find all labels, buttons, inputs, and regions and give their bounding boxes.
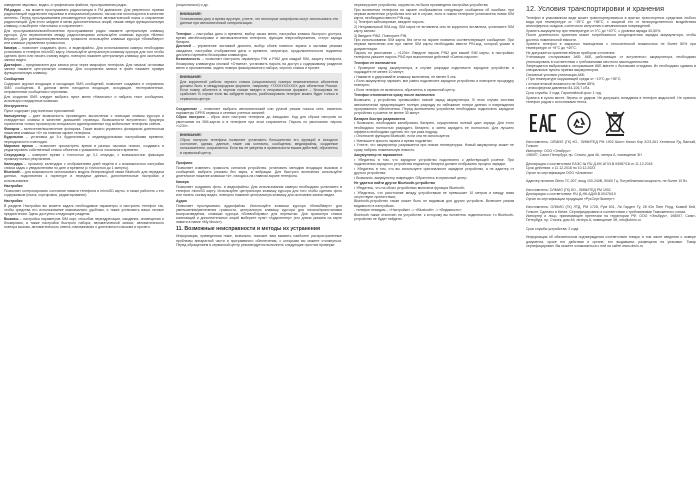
paragraph-text: Аккумулятор не заряжается (354, 153, 403, 158)
paragraph-text: • относительной влажности не более 85%; (526, 81, 596, 86)
paragraph-text: перезагрузите устройство; корректно ли была произведена настройка устройства. (354, 3, 489, 7)
paragraph (4, 29, 164, 46)
paragraph-text: • При температуре окружающей среды от −10°С до +35°С; (526, 77, 622, 82)
paragraph (354, 191, 514, 199)
section-heading (354, 181, 514, 185)
crossed-bin-icon (602, 110, 628, 136)
paragraph (354, 51, 514, 59)
paragraph (4, 3, 164, 7)
paragraph-text: – измеряет время с точностью до 0,1 секунды, с возможностью фиксации промежуточных результатов. (4, 152, 164, 161)
warning-box (176, 10, 342, 27)
paragraph-text: – просмотр календаря с отображением дней недели и с возможностью настройки списка задач с уведомлением по дате и времени (с точностью до 1 минуты). (4, 161, 164, 170)
paragraph-text: Хранить аккумулятор при температуре от 0°С до +40°С, с уровнем заряда 40-50%. (526, 28, 662, 33)
paragraph (4, 144, 164, 152)
paragraph-text: Камера (176, 179, 189, 184)
paragraph-text: 3) Введите PIN2. Повторите PIN. (354, 33, 408, 38)
paragraph (526, 171, 696, 175)
section-heading (176, 199, 342, 203)
paragraph (4, 109, 164, 113)
paragraph-text: Телефон в упакованном виде может транспортироваться в крытых транспортных средствах любого вида при температуре от −25°С до +55°С, с защитой его от непосредственного воздействия атмосферных осадков, солнечного излучения и механических повреждений. (526, 16, 696, 29)
warning-title: ВНИМАНИЕ! (180, 12, 202, 17)
paragraph (176, 107, 342, 115)
paragraph-text: Настройки (4, 184, 23, 189)
paragraph-text: • Отключите функцию Bluetooth, если она не используется; (354, 134, 451, 139)
paragraph (526, 227, 696, 231)
paragraph (176, 185, 342, 197)
paragraph-text: Настройки (4, 198, 23, 203)
paragraph-text: • Если телефон не включился, обратитесь в сервисный центр. (354, 87, 456, 92)
term-label: Сброс настроек (176, 115, 205, 120)
paragraph-text: Запрещается выбрасывать отслужившие АКБ вместе с бытовыми отходами. Их необходимо сдавать в специальные пункты приема аккумуляторов. (526, 64, 696, 73)
term-label: Будильник (4, 135, 24, 140)
paragraph (526, 166, 696, 170)
paragraph-text: • Убедитесь, что на обоих устройствах включена функция Bluetooth; (354, 186, 465, 191)
paragraph (354, 134, 514, 138)
paragraph (526, 235, 696, 247)
paragraph-text: Изготовитель: ОЛМИО (ГК) КО., ЛИМИТЕД РМ 1902 (526, 187, 611, 192)
section-heading (176, 226, 342, 232)
paragraph-text: – дает возможность производить вычисления с помощью клавиш курсора и стандартных клавиш в качестве домашней страницы. Возможности встроенного браузера ограничены только просмотром специально адаптированных под мобильные телефоны сайтов. (4, 113, 164, 127)
warning-box (176, 131, 342, 157)
warning-text: Для корректной работы черного списка (опционально) номера нежелательных абонентов должны быть в международном формате, например +7XXXXXXXXXX для абонентов России. Если номер абонента в черном списке введен в неправильном формате – блокировка не сработает. В случае если вы забудете пароль, разблокировать телефон можно будет только в сервисном центре. (180, 79, 338, 101)
paragraph (526, 214, 696, 222)
term-label: Диктофон (4, 62, 22, 67)
paragraph-text: В разделе Настройки вы можете задать необходимые параметры и настроить телефон так, чтобы средства его использование максимально удобным, а также установить ваши личные предпочтения. Здесь доступны следующие разделы: (4, 203, 164, 217)
paragraph (354, 167, 514, 175)
term-label: Соединение (176, 106, 198, 111)
section-heading (4, 184, 164, 188)
paragraph-text: 11. Возможные неисправности и методы их устранения (176, 226, 320, 233)
paragraph-text: – позволяет выбрать автоматический или ручной режим поиска сети, изменить параметры GPRS сервиса и сетевых учетных записей. (176, 106, 342, 115)
paragraph-text: Для создания SMS следует выбрать пункт меню «Написать» и набрать текст сообщения, используя стандартные клавиши. (4, 94, 164, 103)
paragraph-text: Позволяет создавать фото- и видеофайлы. Для использования камеры необходимо установить в телефон microSD карту. Используйте центральную клавишу курсора для того чтобы сделать фото или начать съемку видео, повторно нажмите центральную клавишу для окончания записи видео. (176, 184, 342, 197)
paragraph-text: Информация об обязательном подтверждении соответствия товара, в том числе сведения о номере документа, сроке его действия и органе, его выдавшем, размещена на упаковке. Товар сертифицирован. Вы можете ознакомиться с ней на сайте www.olmio.ru (526, 235, 696, 248)
paragraph (354, 66, 514, 74)
section-heading (354, 153, 514, 157)
paragraph (526, 179, 696, 183)
paragraph-text: • Убедитесь, что расстояние между устройствами не превышает 10 метров и между ними отсутствуют препятствия; (354, 190, 514, 199)
paragraph (176, 3, 342, 7)
paragraph (354, 199, 514, 207)
warning-text: Сброс настроек телефона позволяет установить большинство его функций в исходное состояние, однако, данные, такие как контакты, сообщения, медиафайлы, созданные пользователем, сохраняются. Если вы не уверены в правильности ваших действий, обратитесь в сервисный центр. (180, 138, 338, 155)
term-label: Секундомер (4, 152, 26, 157)
paragraph-text: Пароль по умолчанию – «1234». Введите пароль PIN2 для вашей SIM карты, в настройках телефона укажите пароль PIN2 при выполнении действий «Смены пароля». (354, 51, 514, 60)
paragraph-text: Инструменты (4, 104, 28, 109)
paragraph-text: Хранить телефон в закрытых помещениях с относительной влажностью не более 80% при температуре от +5°С до +40°С. (526, 42, 696, 51)
paragraph-text: Bluetooth-устройство также может быть не видимым для других устройств. Включите режим видимости в настройках. (354, 199, 514, 208)
paragraph (354, 176, 514, 180)
paragraph (176, 32, 342, 44)
section-heading (4, 104, 164, 108)
paragraph (4, 217, 164, 229)
term-label: Календарь (4, 161, 23, 166)
paragraph-text: Декларация о соответствии ЕАЭС № RU Д-HK.АГ03.В.94987/18 от 11.12.2018 (526, 161, 653, 166)
paragraph-text: Срок службы: 2 года. Гарантийный срок: 1 год. (526, 90, 602, 95)
paragraph (526, 86, 696, 90)
paragraph (526, 33, 696, 41)
paragraph (4, 114, 164, 126)
paragraph (526, 140, 696, 148)
term-label: Дисплей (176, 44, 191, 49)
term-label: Камера (4, 45, 17, 50)
paragraph (526, 73, 696, 77)
paragraph (526, 42, 696, 50)
section-heading (4, 199, 164, 203)
paragraph (354, 213, 514, 221)
paragraph-text: Профили (176, 160, 193, 165)
paragraph-text: Позволяет прослушивать аудиофайлы. Используйте клавиши курсора «Вниз/Вверх» для уменьшения/увеличения громкости, центральную клавишу курсора для начала/приостановки воспроизведения, клавиши курсора «Влево/Вправо» для перемотки. Для просмотра списка композиций и дополнительных опций выберите пункт «Аудиоплеер» (его длина указана на карте памяти в папке «My Music»). (176, 203, 342, 225)
paragraph (176, 204, 342, 225)
paragraph-text: 1) Телефон заблокирован, введите пароль. (354, 20, 425, 25)
column-4 (526, 3, 696, 492)
paragraph (4, 162, 164, 170)
paragraph-text: Для прослушивания/возобновления прослушивания радио нажмите центральную клавишу курсора. Для переключения между радиостанциями используйте клавиши курсора «Влево/Вправо». Для уменьшения/увеличения громкости используйте клавиши курсора «Вниз/Вверх» или клавиши управления громкостью. (4, 28, 164, 46)
paragraph (354, 158, 514, 166)
paragraph (354, 8, 514, 20)
paragraph-text: При использовании SIM карты без сети на экране появится соответствующее сообщение. При первом включении или при смене SIM карты необходимо ввести PIN-код, который указан в документации. (354, 38, 514, 51)
paragraph (354, 38, 514, 50)
paragraph-text: Возможно, у устройства чрезвычайно низкий заряд аккумулятора. В этом случае система автоматически предотвращает полную разрядку во избежание потери данных и повреждения программного обеспечения. Перед включением устройства необходимо подключить зарядное устройство к розетке не менее 30 минут. (354, 98, 514, 115)
certification-icons (530, 110, 696, 136)
warning-box (176, 73, 342, 103)
paragraph-text: • Уменьшите яркость экрана и время подсветки; (354, 138, 433, 143)
paragraph (526, 205, 696, 213)
section-heading (354, 61, 514, 65)
eac-mark-icon (530, 110, 556, 136)
term-label: Калькулятор (4, 113, 27, 118)
paragraph (526, 162, 696, 166)
paragraph (4, 95, 164, 103)
paragraph-text: Содержит журнал входящих и исходящих SMS сообщений, позволяет создавать и отправлять SMS сообщения. В данном меню находятся входящие, исходящие, неотправленные, отправленные сообщения и черновики. (4, 81, 164, 94)
paragraph (526, 192, 696, 196)
paragraph-text: После длительного хранения может потребоваться неоднократная зарядка аккумулятора, чтобы достичь номинальной емкости. (526, 33, 696, 42)
paragraph-text: Изготовитель: ОЛМИО (ГК) ЛТД, РМ 1728, Рум 501, Ли Гарден Ту, 28 Юн Пинг Роуд, Козвей Бей, Гонконг. Сделано в Китае. Сертифицировано в соответствии с требованиями Таможенного союза. (526, 205, 696, 214)
paragraph (176, 115, 342, 127)
paragraph (354, 208, 514, 212)
paragraph (354, 98, 514, 115)
paragraph-text: Телефон не включается (354, 60, 396, 65)
paragraph-text: (опционально) и др. (176, 3, 209, 7)
column-2 (176, 3, 342, 492)
paragraph-text: Bluetooth также отключен на устройстве, к которому вы пытаетесь подключиться, то Bluetooth-устройство не будет найдено. (354, 212, 514, 221)
paragraph-text: – позволяет создавать фото- и видеофайлы. Для использования камеры необходимо установить в телефон microSD карту. Используйте центральную клавишу курсора для того чтобы сделать фото или начать съемку видео, повторно нажмите центральную клавишу для окончания записи видео. (4, 45, 164, 63)
paragraph (4, 135, 164, 143)
term-label: Мировое время (4, 144, 33, 149)
paragraph-text: При включении телефона на экране отображаются следующие сообщения об ошибках: при первом включении устройства или же в случае, если в новом телефоне установлена новая SIM карта, необходимо ввести PIN-код. (354, 7, 514, 20)
paragraph (4, 8, 164, 29)
paragraph (526, 149, 696, 153)
paragraph (354, 139, 514, 143)
paragraph (526, 82, 696, 86)
paragraph-text: • атмосферном давлении 84-106,7 кПа. (526, 86, 591, 91)
term-label: Фонарик (4, 126, 20, 131)
term-label: FM-радио (4, 7, 21, 12)
paragraph-text: Информация, приведенная ниже, возможно, поможет вам выявить наиболее распространенные проблемы аппаратной части и программного обеспечения, с которыми вы можете столкнуться. Перед обращением в сервисный центр рекомендуется выполнить следующие простые проверки: (176, 234, 342, 247)
paragraph (526, 64, 696, 72)
paragraph-text: Срок службы устройства: 2 года (526, 226, 579, 231)
paragraph-text: Основные условия утилизации АКБ: (526, 72, 586, 77)
paragraph-text: – позволяет просмотреть время в разных часовых поясах, создавать и редактировать собственный список объектов с указанием их локального времени. (4, 144, 164, 153)
warning-title: ВНИМАНИЕ! (180, 132, 202, 137)
paragraph (526, 197, 696, 201)
paragraph-text: • Убедитесь в том, что зарядное устройство подключено к действующей розетке. При подключении зарядного устройства индикатор батареи должен отображать процесс зарядки; (354, 158, 514, 167)
term-label: Bluetooth (4, 170, 21, 175)
term-label: Безопасность (176, 57, 201, 62)
paragraph-text: • Возможно, необходимо калибровать батарею, осуществляя полный цикл заряда. Для этого необходимо полностью разрядить батарею, а затем зарядить ее полностью. Для лучшего эффекта необходимо сделать это три раза подряд; (354, 121, 514, 134)
paragraph (176, 234, 342, 246)
paragraph-text: Орган по сертификации продукции «РусСертЭксперт» (526, 196, 615, 201)
paragraph-text: Хранить в сухом месте, беречь от ударов. Не допускать попадания в телефон жидкостей. Не хранить телефон рядом с источниками тепла. (526, 95, 696, 104)
column-3 (354, 3, 514, 492)
paragraph (176, 44, 342, 56)
paragraph (354, 88, 514, 92)
paragraph (354, 34, 514, 38)
column-1 (4, 3, 164, 492)
paragraph (4, 170, 164, 182)
section-heading (354, 117, 514, 121)
paragraph-text: – настройка даты и времени, выбор языка меню, настройка клавиш быстрого доступа, время автоблокировки и автовыключения телефона, функции энергосбережения, статус заряда батареи. (176, 31, 342, 44)
paragraph (526, 77, 696, 81)
section-heading (4, 77, 164, 81)
paragraph-text: Позволяет изменить громкость сигналов устройства, установить мелодию входящих вызовов и сообщений, выбрать режимы без звука, и вибрации. Для быстрого включения используйте длительное нажатие клавиши «#», находясь на главном экране телефона. (176, 165, 342, 178)
paragraph-text: – вы можете прослушивать радиостанции в FM диапазоне. Для уверенного приема радиостанций подключите наушники в специальный разъем, так как они используются в качестве антенны. Перед прослушиванием рекомендуется провести автоматический поиск и сохранение радиостанций. Для этого зайдите в меню дополнительных опций, нажав левую функциональную клавишу, и выберите «Автопоиск и сохранение». (4, 7, 164, 29)
paragraph-text: 198097, Санкт-Петербург, пр. Стачек, дом 46, литера А, помещение 3Н (526, 153, 642, 158)
paragraph (4, 63, 164, 75)
paragraph-text: • Нажмите и удерживайте клавишу включения, не менее 5 сек. (354, 74, 457, 79)
paragraph (354, 20, 514, 24)
paragraph-text: Орган по сертификации ООО «Альвена» (526, 170, 593, 175)
paragraph (4, 153, 164, 161)
paragraph (526, 188, 696, 192)
paragraph-text: Утилизация отслуживших АКБ: АКБ, работающие от встроенного аккумулятора, необходимо утилизировать в соответствии с требованиями местного законодательства. (526, 55, 696, 64)
paragraph (526, 29, 696, 33)
paragraph-text: Пункт содержит ряд полезных приложений: (4, 109, 75, 114)
term-label: Вызовы (4, 216, 19, 221)
paragraph-text: – предназначен для записи речи через микрофон телефона. Для начала/ остановки записи нажмите центральную клавишу. Для сохранения записи в файл нажмите правую функциональную клавишу. (4, 62, 164, 76)
paragraph-text: • Учтите, что аккумулятор разряжается при низких температурах. Новый аккумулятор может не сразу набрать номинальную емкость. (354, 143, 514, 152)
paragraph-text: Декларация о соответствии: RU Д-НК.АД49.В.00476/19 (526, 192, 616, 197)
paragraph-text: • Убедитесь в том, что вы используете оригинальное зарядное устройство, а не адаптер от другого устройства; (354, 166, 514, 176)
paragraph (4, 82, 164, 94)
paragraph-text: Сообщения (4, 76, 25, 81)
section-heading (176, 180, 342, 184)
warning-title: ВНИМАНИЕ! (180, 74, 202, 79)
term-label: Телефон (176, 31, 192, 36)
paragraph (4, 189, 164, 197)
paragraph-text: – установка до 5-х будильников с индивидуальными настройками времени, периодичности и мелодии. (4, 135, 164, 144)
paragraph (354, 143, 514, 151)
paragraph (354, 186, 514, 190)
paragraph (526, 51, 696, 55)
paragraph (176, 166, 342, 178)
section-heading (354, 93, 514, 97)
paragraph-text: изведение звуковых, видео- и графических файлов, прослушивания радио. (4, 3, 128, 7)
paragraph-text: Адаптер питания Olmio ТС-007, вход 100-240В, 50/60 Гц. Потребляемая мощность: не более 10 Вт. (526, 179, 688, 184)
paragraph-text: Изготовитель: ОЛМИО (ГК) КО., ЛИМИТЕД РМ 1902 Шилл Кэпил Кэр 2/23-261 Хеннесси Рд, Ванчай, Гонконг (526, 139, 696, 148)
paragraph-text: Телефон отключается сразу после включения (354, 93, 435, 98)
paragraph-text: – включение/выключение фонарика. Также можно управлять фонариком длительным нажатием клавиши «0» на главном экране телефона. (4, 126, 164, 135)
paragraph (4, 46, 164, 63)
paragraph-text: Не допускается хранение вблизи приборов отопления. (526, 50, 616, 55)
paragraph-text: Позволяет контролировать состояние памяти телефона и microSD карты, а также работать с его содержимым (поиск, сортировка, редактирование). (4, 189, 164, 198)
paragraph-text: – для возможности использовать модуль беспроводной связи Bluetooth для передачи данных, подключения к гарнитуре и передачи данных, дополнительные настройки и использование. (4, 170, 164, 183)
paragraph (354, 3, 514, 7)
section-heading (526, 5, 696, 13)
paragraph-text: 12. Условия транспортировки и хранения (526, 4, 664, 13)
paragraph-text: – настройка параметров SIM карт, способов переадресации, ожидания, оповещения и блокировки, а также настройки быстрого набора, автоматической записи, автоматического повтора вызова, автоматического ответа, напоминания о длительности вызова и прочего. (4, 216, 164, 230)
paragraph (354, 25, 514, 33)
section-heading (176, 161, 342, 165)
paragraph-text: 2) Неправильный SIM-код. SIM карта не вставлена или не корректно вставлена, установите SIM карту заново. (354, 24, 514, 34)
paragraph-text: • Проверьте заряд аккумулятора, в случае разрядки подключите зарядное устройство и подождите не менее 10 минут; (354, 65, 514, 74)
paragraph-text: Срок действия: с 11.12.2018 по 10.12.2023 (526, 166, 596, 171)
paragraph-text: • Если аккумулятор заряжен, все равно подключите зарядное устройство и повторите процедуру повторно; (354, 79, 514, 88)
paragraph (526, 91, 696, 95)
paragraph (526, 153, 696, 157)
paragraph (4, 127, 164, 135)
paragraph-text: - телефон невидим – «Настройки» -> «Bluetooth» -> «Видимость»; (354, 208, 462, 213)
paragraph-text: Импортер: ООО «Эльбрус» (526, 148, 571, 153)
paragraph-text: Не удается найти другое Bluetooth-устройство (354, 181, 436, 186)
paragraph (176, 57, 342, 69)
paragraph (526, 96, 696, 104)
paragraph-text: • Возможно, аккумулятор поврежден. Обратитесь в сервисный центр. (354, 175, 468, 180)
paragraph (354, 121, 514, 133)
paragraph-text: Батарея быстро разряжается (354, 116, 406, 121)
paragraph (526, 55, 696, 63)
warning-text: Устанавливая дату и время вручную, учтите, что некоторые смартфоны могут использовать эти данные при автоматической синхронизации. (180, 17, 338, 26)
paragraph-text: Аудио (176, 198, 187, 203)
paragraph-text: – позволяет настроить параметры PIN и PIN2 для каждой SIM, защиту телефона, блокировку клавиатуры кнопкой «Отмена», установить пароль на доступ к содержимому разделов меню и приложениям, задать номера фиксированного набора, черного списка и прочее. (176, 57, 342, 70)
paragraph (354, 75, 514, 79)
paragraph-text: – сброс всех настроек телефона до заводских. Код для сброса настроек по умолчанию на SIM-картах и в телефоне при этом сохраняется. Пароль по умолчанию: пароль «1234». (176, 115, 342, 128)
paragraph (4, 204, 164, 216)
recycle-icon (566, 110, 592, 136)
paragraph (526, 16, 696, 28)
paragraph-text: Импортер и лицо, принимающее претензии на территории РФ: ООО «Эльбрус», 198097, Санкт-Петербург, пр. Стачек, дом 46, литера А, помещение 3Н, info@olmio.ru (526, 214, 696, 223)
paragraph (354, 79, 514, 87)
paragraph-text: – управление заставкой дисплея, выбор обоев главного экрана и заставки режима ожидания, настройки отображения даты и времени, оператора, продолжительности подсветки дисплея и времени блокировки клавиатуры. (176, 44, 342, 57)
